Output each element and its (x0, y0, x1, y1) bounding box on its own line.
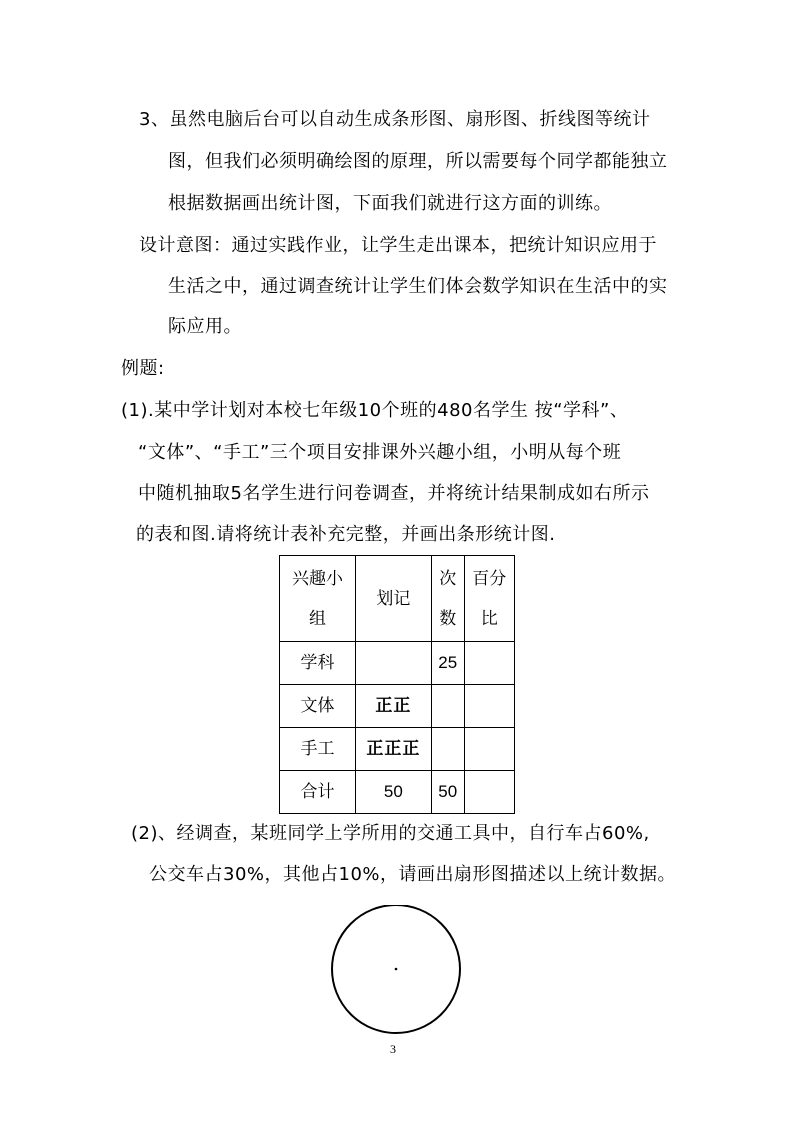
cell-percent (464, 728, 514, 771)
cell-percent (464, 685, 514, 728)
table-row (280, 685, 515, 728)
header-group-line1: 兴趣小 (291, 568, 343, 589)
table-header-row (280, 556, 515, 642)
survey-table (279, 555, 515, 814)
paragraph-item3-line2: 图，但我们必须明确绘图的原理，所以需要每个同学都能独立 (168, 151, 668, 172)
design-intent-line3: 际应用。 (168, 316, 242, 337)
header-count-line1: 次 (439, 568, 457, 589)
cell-percent (464, 642, 514, 685)
header-percent-line1: 百分 (472, 568, 507, 589)
question1-line4: 的表和图.请将统计表补充完整，并画出条形统计图. (136, 524, 556, 545)
question2-line1: (2)、经调查，某班同学上学所用的交通工具中，自行车占60%, (131, 823, 650, 844)
cell-count (431, 685, 464, 728)
table-row (280, 771, 515, 814)
design-intent-line1: 设计意图：通过实践作业，让学生走出课本，把统计知识应用于 (139, 235, 657, 256)
circle-center-dot (395, 968, 398, 971)
example-label: 例题: (121, 358, 165, 379)
header-percent-line2: 比 (480, 608, 498, 629)
header-group-line2: 组 (308, 608, 326, 629)
cell-tally: 50 (355, 771, 431, 814)
header-count-line2: 数 (439, 608, 457, 629)
cell-tally: 正正 (355, 685, 431, 728)
question1-line3: 中随机抽取5名学生进行问卷调查，并将统计结果制成如右所示 (138, 483, 650, 504)
cell-group: 文体 (280, 685, 356, 728)
cell-group: 手工 (280, 728, 356, 771)
cell-count: 50 (431, 771, 464, 814)
question1-line2: “文体”、“手工”三个项目安排课外兴趣小组，小明从每个班 (138, 442, 622, 463)
header-tally: 划记 (355, 556, 431, 642)
cell-tally: 正正正 (355, 728, 431, 771)
table-row (280, 642, 515, 685)
header-group (280, 556, 356, 642)
cell-percent (464, 771, 514, 814)
table-row (280, 728, 515, 771)
paragraph-item3-line1: 3、虽然电脑后台可以自动生成条形图、扇形图、折线图等统计 (139, 109, 651, 130)
question2-line2: 公交车占30%，其他占10%，请画出扇形图描述以上统计数据。 (149, 864, 677, 885)
question1-line1: (1).某中学计划对本校七年级10个班的480名学生 按“学科”、 (121, 400, 629, 421)
cell-group: 合计 (280, 771, 356, 814)
paragraph-item3-line3: 根据数据画出统计图，下面我们就进行这方面的训练。 (168, 193, 612, 214)
cell-count (431, 728, 464, 771)
cell-tally (355, 642, 431, 685)
blank-pie-circle (326, 905, 466, 1045)
header-percent (464, 556, 514, 642)
page-number: 3 (390, 1042, 396, 1056)
cell-group: 学科 (280, 642, 356, 685)
header-count (431, 556, 464, 642)
design-intent-line2: 生活之中，通过调查统计让学生们体会数学知识在生活中的实 (168, 276, 668, 297)
cell-count: 25 (431, 642, 464, 685)
